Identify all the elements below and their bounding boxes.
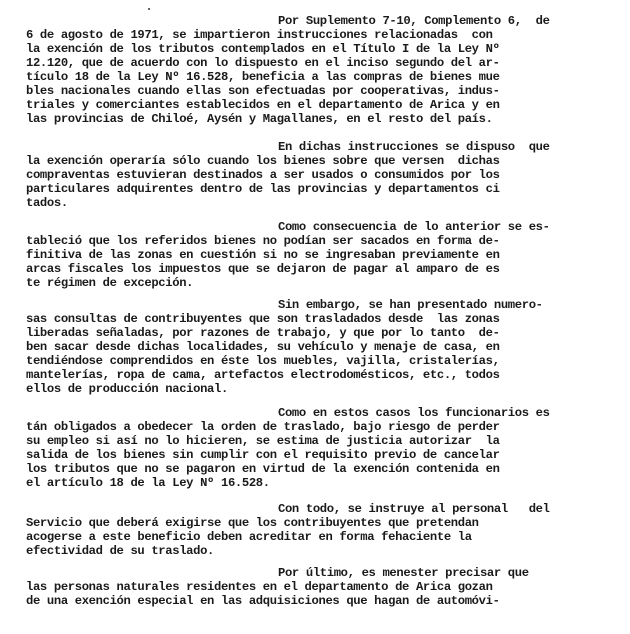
text-line: Por Suplemento 7-10, Complemento 6, de — [278, 14, 550, 28]
text-line: particulares adquirentes dentro de las provincias y departamentos ci — [26, 182, 500, 196]
paragraph-por-ultimo — [26, 566, 616, 608]
text-line: Como en estos casos los funcionarios es — [278, 406, 550, 420]
text-line: Servicio que deberá exigirse que los contribuyentes que pretendan — [26, 516, 479, 530]
paragraph-con-todo — [26, 502, 616, 558]
text-line: bles nacionales cuando ellas son efectuadas por cooperativas, indus- — [26, 84, 500, 98]
text-line: Como consecuencia de lo anterior se es- — [278, 220, 550, 234]
text-line: acogerse a este beneficio deben acreditar en forma fehaciente la — [26, 530, 472, 544]
paragraph-instrucciones — [26, 140, 616, 210]
text-line: ellos de producción nacional. — [26, 382, 228, 396]
text-line: la exención operaría sólo cuando los bienes sobre que versen dichas — [26, 154, 500, 168]
text-line: tendiéndose comprendidos en éste los muebles, vajilla, cristalerías, — [26, 354, 500, 368]
text-line: mantelerías, ropa de cama, artefactos electrodomésticos, etc., todos — [26, 368, 500, 382]
text-line: Sin embargo, se han presentado numero- — [278, 298, 543, 312]
text-line: sas consultas de contribuyentes que son trasladados desde las zonas — [26, 312, 500, 326]
text-line: tableció que los referidos bienes no podían ser sacados en forma de- — [26, 234, 500, 248]
paragraph-sin-embargo — [26, 298, 616, 396]
text-line: compraventas estuvieran destinados a ser usados o consumidos por los — [26, 168, 500, 182]
text-line: las personas naturales residentes en el departamento de Arica gozan — [26, 580, 493, 594]
text-line: los tributos que no se pagaron en virtud de la exención contenida en — [26, 462, 500, 476]
text-line: Con todo, se instruye al personal del — [278, 502, 550, 516]
text-line: tículo 18 de la Ley Nº 16.528, beneficia a las compras de bienes mue — [26, 70, 500, 84]
text-line: te régimen de excepción. — [26, 276, 194, 290]
text-line: triales y comerciantes establecidos en el departamento de Arica y en — [26, 98, 500, 112]
text-line: su empleo si así no lo hicieren, se estima de justicia autorizar la — [26, 434, 500, 448]
text-line: tados. — [26, 196, 68, 210]
paragraph-funcionarios — [26, 406, 616, 490]
text-line: liberadas señaladas, por razones de trabajo, y que por lo tanto de- — [26, 326, 500, 340]
text-line: tán obligados a obedecer la orden de traslado, bajo riesgo de perder — [26, 420, 500, 434]
paragraph-suplemento — [26, 14, 616, 126]
text-line: 12.120, que de acuerdo con lo dispuesto en el inciso segundo del ar- — [26, 56, 500, 70]
text-line: Por último, es menester precisar que — [278, 566, 529, 580]
text-line: las provincias de Chiloé, Aysén y Magallanes, en el resto del país. — [26, 112, 493, 126]
paragraph-consecuencia — [26, 220, 616, 290]
text-line: efectividad de su traslado. — [26, 544, 215, 558]
text-line: finitiva de las zonas en cuestión si no se ingresaban previamente en — [26, 248, 500, 262]
text-line: ben sacar desde dichas localidades, su vehículo y menaje de casa, en — [26, 340, 500, 354]
text-line: la exención de los tributos contemplados en el Título I de la Ley Nº — [26, 42, 500, 56]
text-line: el artículo 18 de la Ley Nº 16.528. — [26, 476, 270, 490]
text-line: arcas fiscales los impuestos que se dejaron de pagar al amparo de es — [26, 262, 500, 276]
text-line: de una exención especial en las adquisiciones que hagan de automóvi- — [26, 594, 500, 608]
scan-speck — [148, 8, 150, 10]
text-line: 6 de agosto de 1971, se impartieron instrucciones relacionadas con — [26, 28, 493, 42]
text-line: salida de los bienes sin cumplir con el requisito previo de cancelar — [26, 448, 500, 462]
text-line: En dichas instrucciones se dispuso que — [278, 140, 550, 154]
